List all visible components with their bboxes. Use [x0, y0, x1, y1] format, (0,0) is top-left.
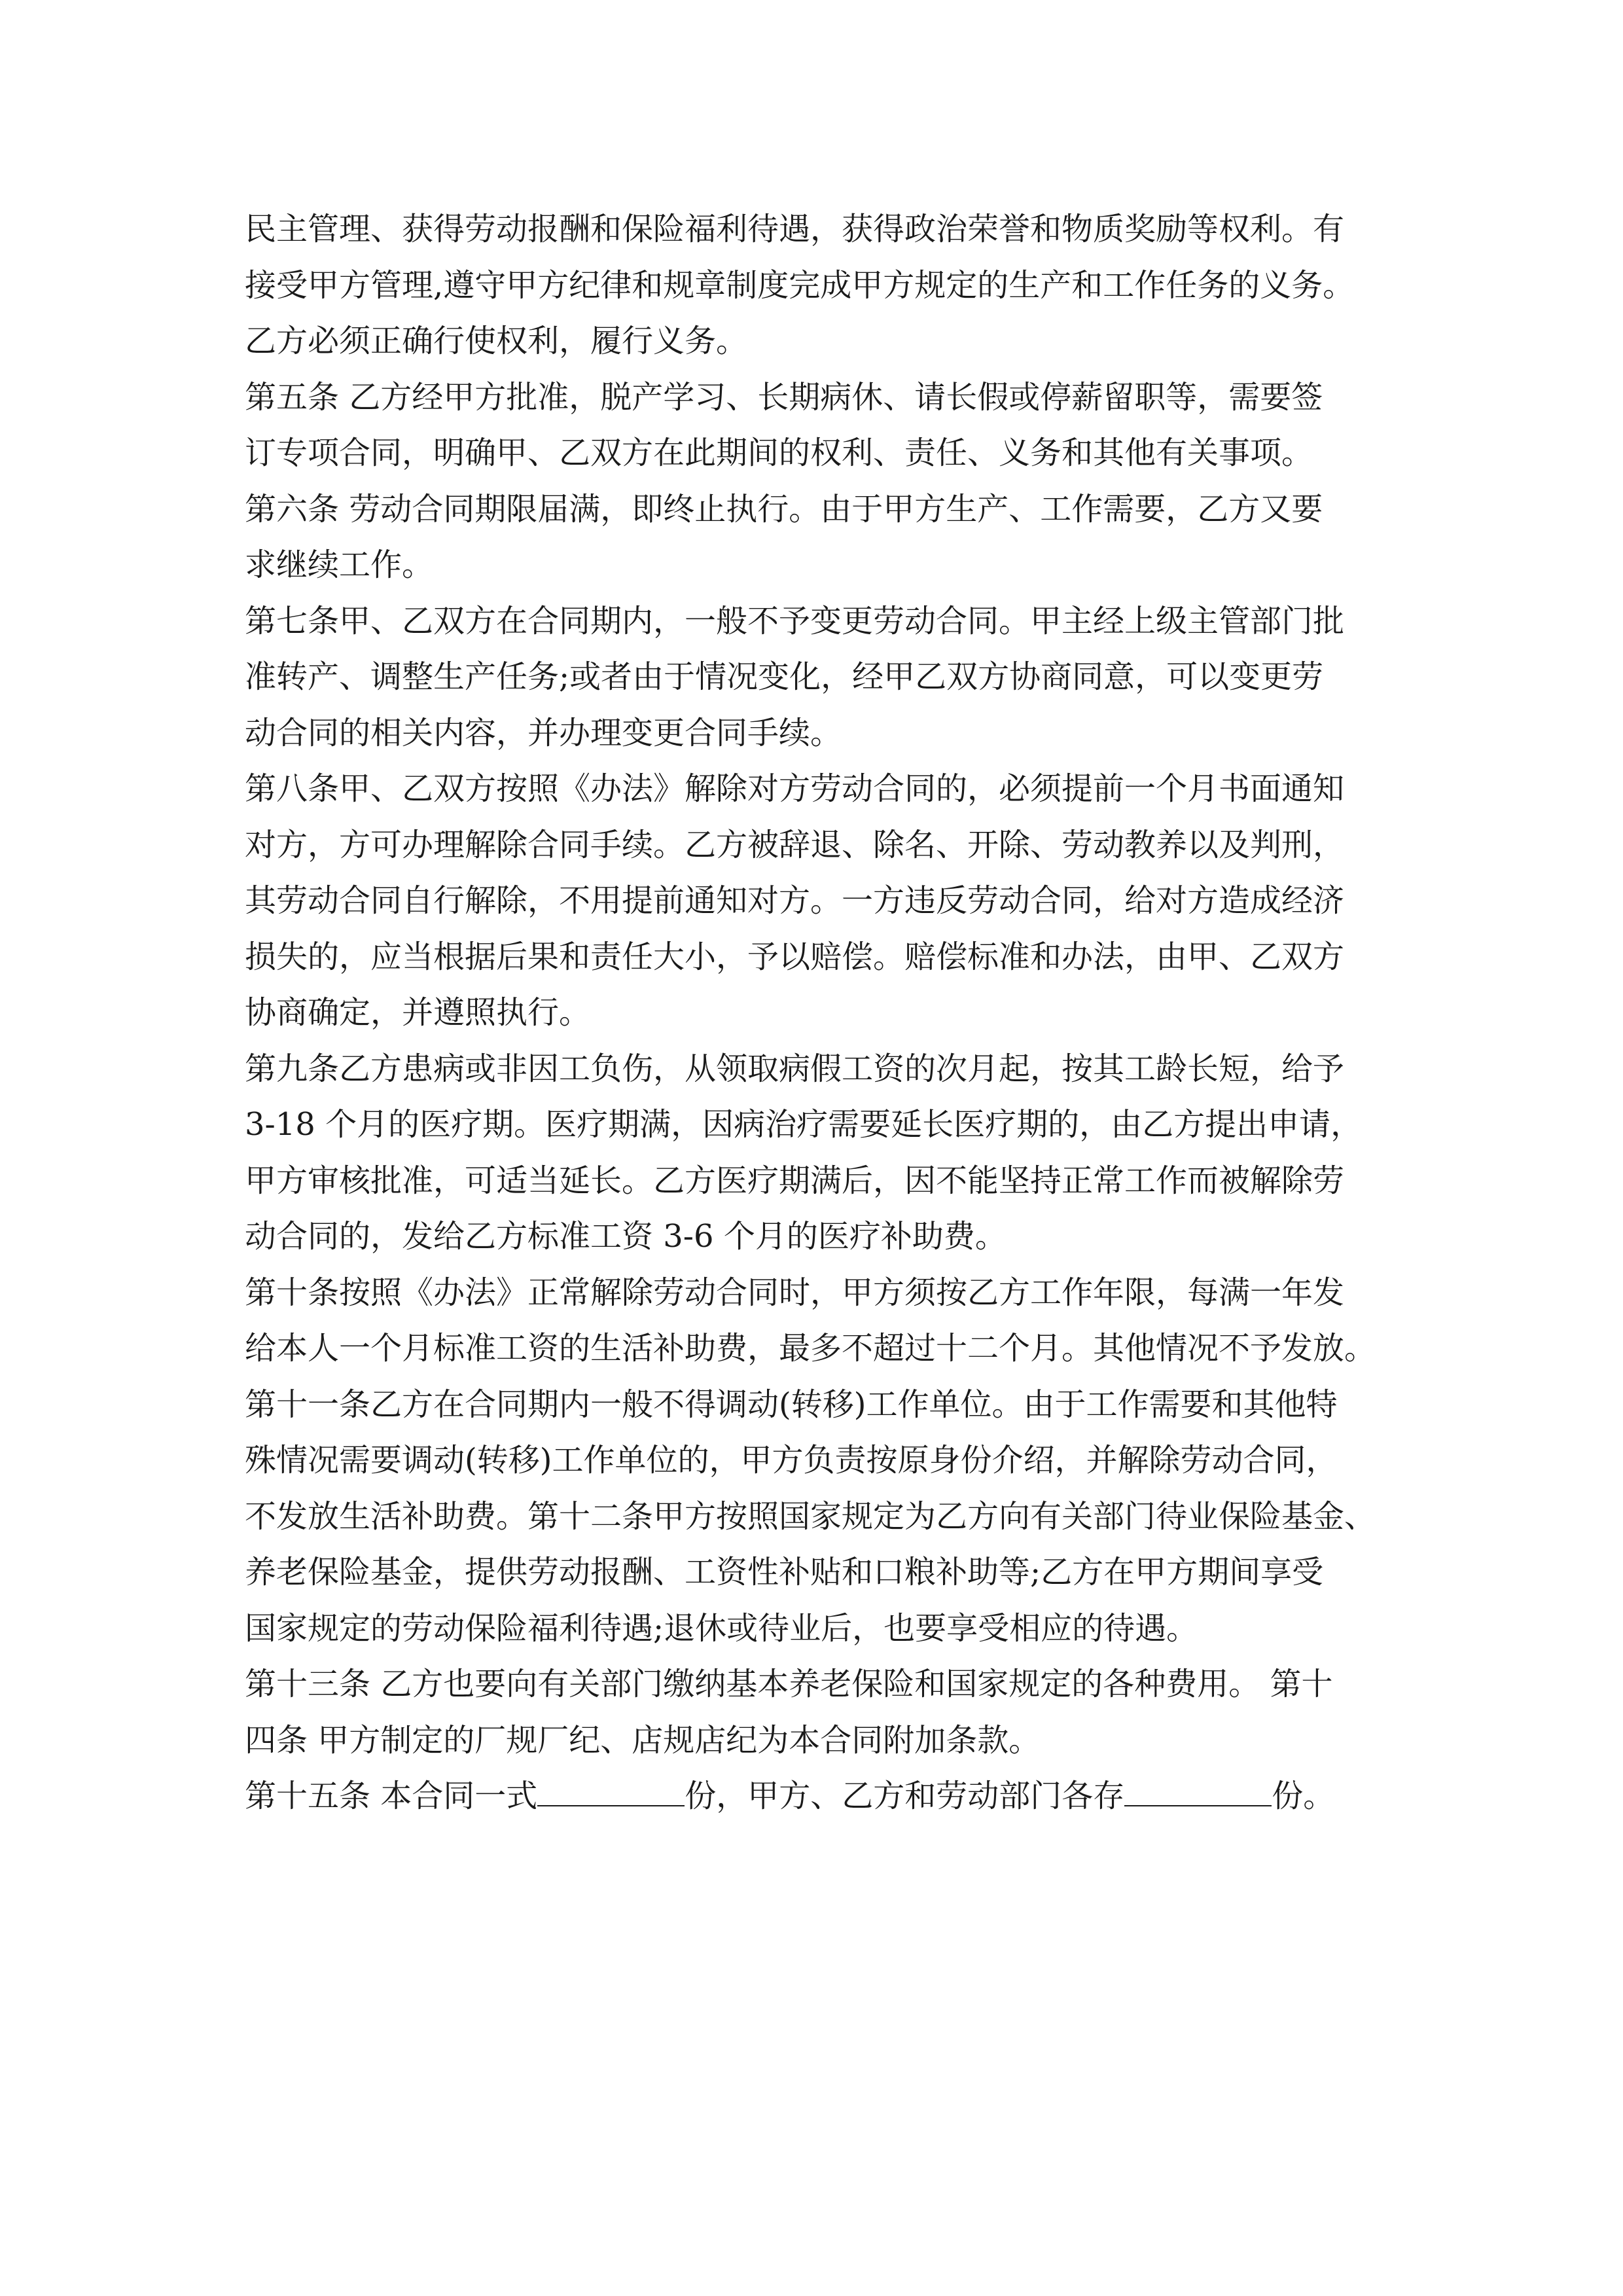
article-8-line: 第八条甲、乙双方按照《办法》解除对方劳动合同的，必须提前一个月书面通知	[245, 770, 1345, 807]
text-line: 接受甲方管理,遵守甲方纪律和规章制度完成甲方规定的生产和工作任务的义务。	[245, 266, 1355, 304]
text-line: 民主管理、获得劳动报酬和保险福利待遇，获得政治荣誉和物质奖励等权利。有	[245, 211, 1345, 247]
text-line: 准转产、调整生产任务;或者由于情况变化，经甲乙双方协商同意，可以变更劳	[245, 658, 1324, 695]
text-line: 订专项合同，明确甲、乙双方在此期间的权利、责任、义务和其他有关事项。	[245, 435, 1313, 471]
copies-blank-field	[537, 1775, 685, 1806]
text-line: 3-18 个月的医疗期。医疗期满，因病治疗需要延长医疗期的，由乙方提出申请，	[245, 1106, 1363, 1143]
text-line: 甲方审核批准，可适当延长。乙方医疗期满后，因不能坚持正常工作而被解除劳	[245, 1162, 1345, 1199]
text-line: 动合同的，发给乙方标准工资 3-6 个月的医疗补助费。	[245, 1218, 1007, 1255]
text-line: 四条 甲方制定的厂规厂纪、店规店纪为本合同附加条款。	[245, 1721, 1041, 1759]
text-line: 求继续工作。	[245, 547, 434, 583]
text-line: 乙方必须正确行使权利，履行义务。	[245, 323, 748, 359]
document-body	[245, 202, 1397, 1825]
text-line: 对方，方可办理解除合同手续。乙方被辞退、除名、开除、劳动教养以及判刑，	[245, 826, 1345, 863]
text-line: 殊情况需要调动(转移)工作单位的，甲方负责按原身份介绍，并解除劳动合同，	[245, 1442, 1338, 1479]
text-line: 国家规定的劳动保险福利待遇;退休或待业后，也要享受相应的待遇。	[245, 1609, 1198, 1647]
article-9-line: 第九条乙方患病或非因工负伤，从领取病假工资的次月起，按其工龄长短，给予	[245, 1050, 1345, 1087]
article-7-line: 第七条甲、乙双方在合同期内，一般不予变更劳动合同。甲主经上级主管部门批	[245, 602, 1345, 639]
article-15-text-3: 份。	[1272, 1778, 1335, 1814]
text-line: 养老保险基金，提供劳动报酬、工资性补贴和口粮补助等;乙方在甲方期间享受	[245, 1554, 1324, 1590]
article-6-line: 第六条 劳动合同期限届满，即终止执行。由于甲方生产、工作需要，乙方又要	[245, 490, 1323, 528]
text-line: 协商确定，并遵照执行。	[245, 994, 591, 1031]
article-13-line: 第十三条 乙方也要向有关部门缴纳基本养老保险和国家规定的各种费用。 第十	[245, 1666, 1333, 1702]
text-line: 其劳动合同自行解除，不用提前通知对方。一方违反劳动合同，给对方造成经济	[245, 882, 1345, 919]
copies-each-blank-field	[1124, 1775, 1272, 1806]
article-11-line: 第十一条乙方在合同期内一般不得调动(转移)工作单位。由于工作需要和其他特	[245, 1386, 1338, 1423]
text-line: 给本人一个月标准工资的生活补助费，最多不超过十二个月。其他情况不予发放。	[245, 1330, 1376, 1367]
article-15-text-2: 份，甲方、乙方和劳动部门各存	[685, 1778, 1125, 1814]
text-line: 动合同的相关内容，并办理变更合同手续。	[245, 714, 842, 751]
article-5-line: 第五条 乙方经甲方批准，脱产学习、长期病休、请长假或停薪留职等，需要签	[245, 378, 1323, 416]
article-10-line: 第十条按照《办法》正常解除劳动合同时，甲方须按乙方工作年限，每满一年发	[245, 1274, 1345, 1311]
article-15-line	[245, 1768, 1397, 1823]
text-line: 不发放生活补助费。第十二条甲方按照国家规定为乙方向有关部门待业保险基金、	[245, 1498, 1376, 1535]
text-line: 损失的，应当根据后果和责任大小，予以赔偿。赔偿标准和办法，由甲、乙双方	[245, 938, 1345, 975]
article-15-text-1: 第十五条 本合同一式	[245, 1778, 538, 1814]
